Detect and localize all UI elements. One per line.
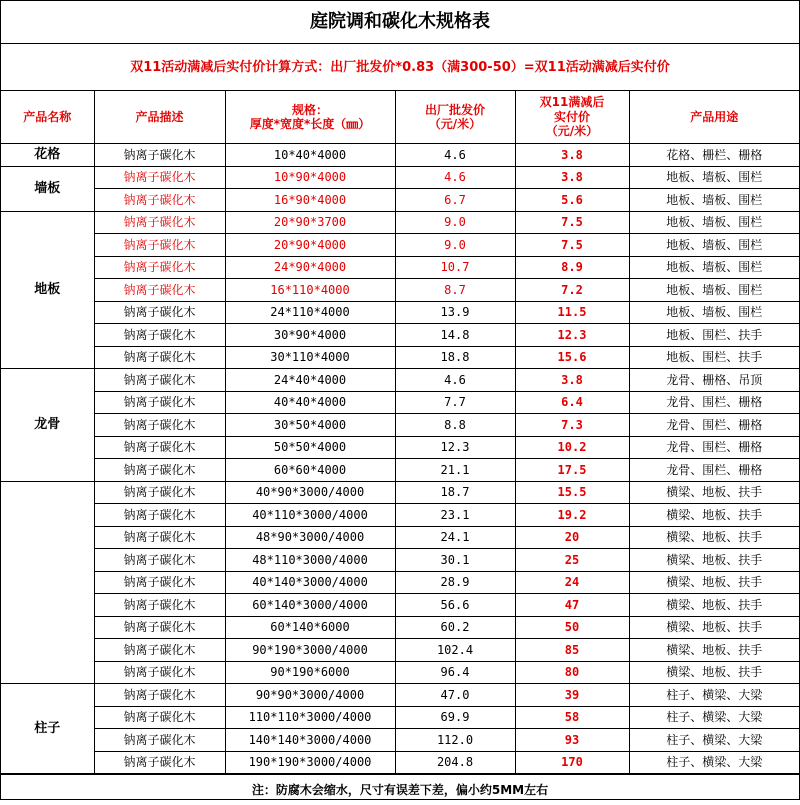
table-row — [1, 189, 799, 212]
spec-cell: 40*110*3000/4000 — [225, 504, 395, 527]
promo-price-cell: 8.9 — [515, 256, 629, 279]
product-desc-cell: 钠离子碳化木 — [94, 639, 225, 662]
product-desc-cell: 钠离子碳化木 — [94, 144, 225, 167]
price-cell: 60.2 — [395, 616, 515, 639]
spec-cell: 30*90*4000 — [225, 324, 395, 347]
usage-cell: 地板、墙板、围栏 — [629, 279, 799, 302]
product-desc-cell: 钠离子碳化木 — [94, 616, 225, 639]
promo-price-cell: 7.5 — [515, 234, 629, 257]
spec-cell: 10*90*4000 — [225, 166, 395, 189]
table-row — [1, 616, 799, 639]
price-cell: 10.7 — [395, 256, 515, 279]
category-cell: 墙板 — [1, 166, 94, 211]
table-row — [1, 571, 799, 594]
promo-price-cell: 19.2 — [515, 504, 629, 527]
promo-price-cell: 15.5 — [515, 481, 629, 504]
product-desc-cell: 钠离子碳化木 — [94, 211, 225, 234]
price-cell: 8.8 — [395, 414, 515, 437]
promo-price-cell: 6.4 — [515, 391, 629, 414]
category-cell: 龙骨 — [1, 369, 94, 482]
price-cell: 30.1 — [395, 549, 515, 572]
product-desc-cell: 钠离子碳化木 — [94, 324, 225, 347]
promo-price-cell: 39 — [515, 684, 629, 707]
price-cell: 204.8 — [395, 751, 515, 774]
promo-price-cell: 15.6 — [515, 346, 629, 369]
spec-cell: 24*110*4000 — [225, 301, 395, 324]
product-desc-cell: 钠离子碳化木 — [94, 369, 225, 392]
usage-cell: 横梁、地板、扶手 — [629, 526, 799, 549]
table-row — [1, 459, 799, 482]
product-desc-cell: 钠离子碳化木 — [94, 234, 225, 257]
spec-cell: 90*190*6000 — [225, 661, 395, 684]
usage-cell: 龙骨、围栏、栅格 — [629, 391, 799, 414]
price-cell: 28.9 — [395, 571, 515, 594]
price-cell: 24.1 — [395, 526, 515, 549]
table-row — [1, 234, 799, 257]
price-cell: 18.7 — [395, 481, 515, 504]
spec-cell: 16*110*4000 — [225, 279, 395, 302]
spec-cell: 16*90*4000 — [225, 189, 395, 212]
spec-cell: 24*90*4000 — [225, 256, 395, 279]
price-cell: 14.8 — [395, 324, 515, 347]
usage-cell: 地板、墙板、围栏 — [629, 211, 799, 234]
product-desc-cell: 钠离子碳化木 — [94, 729, 225, 752]
usage-cell: 龙骨、围栏、栅格 — [629, 436, 799, 459]
table-row — [1, 684, 799, 707]
price-cell: 18.8 — [395, 346, 515, 369]
table-row — [1, 346, 799, 369]
spec-cell: 90*90*3000/4000 — [225, 684, 395, 707]
usage-cell: 地板、围栏、扶手 — [629, 324, 799, 347]
price-cell: 102.4 — [395, 639, 515, 662]
product-desc-cell: 钠离子碳化木 — [94, 751, 225, 774]
usage-cell: 柱子、横梁、大梁 — [629, 706, 799, 729]
usage-cell: 地板、墙板、围栏 — [629, 301, 799, 324]
promo-price-cell: 12.3 — [515, 324, 629, 347]
header-price — [395, 91, 515, 144]
spec-cell: 30*50*4000 — [225, 414, 395, 437]
table-row — [1, 144, 799, 167]
table-row — [1, 256, 799, 279]
price-cell: 21.1 — [395, 459, 515, 482]
promo-price-cell: 11.5 — [515, 301, 629, 324]
category-cell: 花格 — [1, 144, 94, 167]
spec-cell: 40*90*3000/4000 — [225, 481, 395, 504]
spec-cell: 20*90*4000 — [225, 234, 395, 257]
note-table — [1, 774, 799, 805]
promo-price-cell: 47 — [515, 594, 629, 617]
promo-price-cell: 3.8 — [515, 166, 629, 189]
usage-cell: 柱子、横梁、大梁 — [629, 751, 799, 774]
promo-price-cell: 17.5 — [515, 459, 629, 482]
price-cell: 4.6 — [395, 144, 515, 167]
usage-cell: 横梁、地板、扶手 — [629, 549, 799, 572]
product-desc-cell: 钠离子碳化木 — [94, 459, 225, 482]
promo-price-cell: 58 — [515, 706, 629, 729]
usage-cell: 横梁、地板、扶手 — [629, 661, 799, 684]
product-desc-cell: 钠离子碳化木 — [94, 436, 225, 459]
usage-cell: 龙骨、围栏、栅格 — [629, 414, 799, 437]
product-desc-cell: 钠离子碳化木 — [94, 256, 225, 279]
table-row — [1, 166, 799, 189]
price-cell: 13.9 — [395, 301, 515, 324]
spec-cell: 20*90*3700 — [225, 211, 395, 234]
product-desc-cell: 钠离子碳化木 — [94, 481, 225, 504]
product-desc-cell: 钠离子碳化木 — [94, 549, 225, 572]
table-row — [1, 729, 799, 752]
category-cell: 柱子 — [1, 684, 94, 774]
product-desc-cell: 钠离子碳化木 — [94, 526, 225, 549]
usage-cell: 横梁、地板、扶手 — [629, 571, 799, 594]
promo-price-cell: 10.2 — [515, 436, 629, 459]
product-desc-cell: 钠离子碳化木 — [94, 346, 225, 369]
promo-price-cell: 3.8 — [515, 369, 629, 392]
table-row — [1, 391, 799, 414]
promo-price-cell: 50 — [515, 616, 629, 639]
table-row — [1, 706, 799, 729]
price-cell: 56.6 — [395, 594, 515, 617]
table-row — [1, 661, 799, 684]
promo-price-cell: 25 — [515, 549, 629, 572]
usage-cell: 龙骨、栅格、吊顶 — [629, 369, 799, 392]
price-cell: 8.7 — [395, 279, 515, 302]
usage-cell: 地板、墙板、围栏 — [629, 234, 799, 257]
promo-price-cell: 170 — [515, 751, 629, 774]
price-cell: 96.4 — [395, 661, 515, 684]
table-row — [1, 526, 799, 549]
header-price-line2: （元/米） — [396, 117, 515, 131]
usage-cell: 地板、围栏、扶手 — [629, 346, 799, 369]
category-cell — [1, 481, 94, 684]
spec-cell: 110*110*3000/4000 — [225, 706, 395, 729]
promo-price-cell: 3.8 — [515, 144, 629, 167]
header-promo-price — [515, 91, 629, 144]
usage-cell: 柱子、横梁、大梁 — [629, 729, 799, 752]
header-product-desc: 产品描述 — [94, 91, 225, 144]
price-cell: 9.0 — [395, 211, 515, 234]
price-cell: 7.7 — [395, 391, 515, 414]
table-row — [1, 211, 799, 234]
table-row — [1, 414, 799, 437]
product-desc-cell: 钠离子碳化木 — [94, 661, 225, 684]
usage-cell: 柱子、横梁、大梁 — [629, 684, 799, 707]
promo-price-cell: 20 — [515, 526, 629, 549]
product-desc-cell: 钠离子碳化木 — [94, 391, 225, 414]
price-cell: 23.1 — [395, 504, 515, 527]
usage-cell: 横梁、地板、扶手 — [629, 594, 799, 617]
product-desc-cell: 钠离子碳化木 — [94, 684, 225, 707]
usage-cell: 横梁、地板、扶手 — [629, 639, 799, 662]
usage-cell: 龙骨、围栏、栅格 — [629, 459, 799, 482]
header-price-line1: 出厂批发价 — [396, 103, 515, 117]
price-cell: 47.0 — [395, 684, 515, 707]
price-cell: 9.0 — [395, 234, 515, 257]
price-cell: 4.6 — [395, 166, 515, 189]
usage-cell: 横梁、地板、扶手 — [629, 504, 799, 527]
table-row — [1, 481, 799, 504]
table-row — [1, 436, 799, 459]
header-spec-line1: 规格： — [226, 103, 395, 117]
spec-cell: 190*190*3000/4000 — [225, 751, 395, 774]
spec-table — [1, 1, 799, 774]
product-desc-cell: 钠离子碳化木 — [94, 504, 225, 527]
product-desc-cell: 钠离子碳化木 — [94, 279, 225, 302]
spec-cell: 48*110*3000/4000 — [225, 549, 395, 572]
promo-price-cell: 7.5 — [515, 211, 629, 234]
table-row — [1, 324, 799, 347]
promo-formula: 双11活动满减后实付价计算方式：出厂批发价*0.83（满300-50）=双11活动满减后实付价 — [1, 44, 799, 91]
table-row — [1, 549, 799, 572]
spec-cell: 60*60*4000 — [225, 459, 395, 482]
product-desc-cell: 钠离子碳化木 — [94, 706, 225, 729]
footnote: 注：防腐木会缩水，尺寸有误差下差，偏小约5MM左右 — [1, 775, 799, 805]
table-row — [1, 751, 799, 774]
price-cell: 69.9 — [395, 706, 515, 729]
usage-cell: 横梁、地板、扶手 — [629, 481, 799, 504]
table-row — [1, 279, 799, 302]
product-desc-cell: 钠离子碳化木 — [94, 166, 225, 189]
usage-cell: 横梁、地板、扶手 — [629, 616, 799, 639]
spec-cell: 10*40*4000 — [225, 144, 395, 167]
spec-cell: 90*190*3000/4000 — [225, 639, 395, 662]
price-cell: 112.0 — [395, 729, 515, 752]
product-desc-cell: 钠离子碳化木 — [94, 414, 225, 437]
usage-cell: 地板、墙板、围栏 — [629, 189, 799, 212]
price-cell: 12.3 — [395, 436, 515, 459]
promo-price-cell: 24 — [515, 571, 629, 594]
spec-cell: 50*50*4000 — [225, 436, 395, 459]
price-cell: 6.7 — [395, 189, 515, 212]
promo-price-cell: 85 — [515, 639, 629, 662]
product-desc-cell: 钠离子碳化木 — [94, 189, 225, 212]
usage-cell: 地板、墙板、围栏 — [629, 166, 799, 189]
usage-cell: 地板、墙板、围栏 — [629, 256, 799, 279]
category-cell: 地板 — [1, 211, 94, 369]
table-header-row — [1, 91, 799, 144]
spec-cell: 48*90*3000/4000 — [225, 526, 395, 549]
table-row — [1, 639, 799, 662]
promo-price-cell: 80 — [515, 661, 629, 684]
header-promo-line3: （元/米） — [516, 124, 629, 138]
promo-price-cell: 93 — [515, 729, 629, 752]
spec-cell: 40*140*3000/4000 — [225, 571, 395, 594]
promo-price-cell: 7.3 — [515, 414, 629, 437]
table-row — [1, 369, 799, 392]
spec-cell: 30*110*4000 — [225, 346, 395, 369]
product-desc-cell: 钠离子碳化木 — [94, 594, 225, 617]
product-desc-cell: 钠离子碳化木 — [94, 301, 225, 324]
spec-cell: 24*40*4000 — [225, 369, 395, 392]
table-row — [1, 504, 799, 527]
promo-price-cell: 5.6 — [515, 189, 629, 212]
price-cell: 4.6 — [395, 369, 515, 392]
spec-cell: 60*140*6000 — [225, 616, 395, 639]
header-promo-line1: 双11满减后 — [516, 95, 629, 109]
spec-cell: 60*140*3000/4000 — [225, 594, 395, 617]
spec-cell: 40*40*4000 — [225, 391, 395, 414]
header-product-name: 产品名称 — [1, 91, 94, 144]
header-spec-line2: 厚度*宽度*长度（㎜） — [226, 117, 395, 131]
table-row — [1, 594, 799, 617]
header-promo-line2: 实付价 — [516, 110, 629, 124]
spec-cell: 140*140*3000/4000 — [225, 729, 395, 752]
header-usage: 产品用途 — [629, 91, 799, 144]
product-desc-cell: 钠离子碳化木 — [94, 571, 225, 594]
page-title: 庭院调和碳化木规格表 — [1, 1, 799, 44]
table-row — [1, 301, 799, 324]
usage-cell: 花格、栅栏、栅格 — [629, 144, 799, 167]
header-spec — [225, 91, 395, 144]
promo-price-cell: 7.2 — [515, 279, 629, 302]
